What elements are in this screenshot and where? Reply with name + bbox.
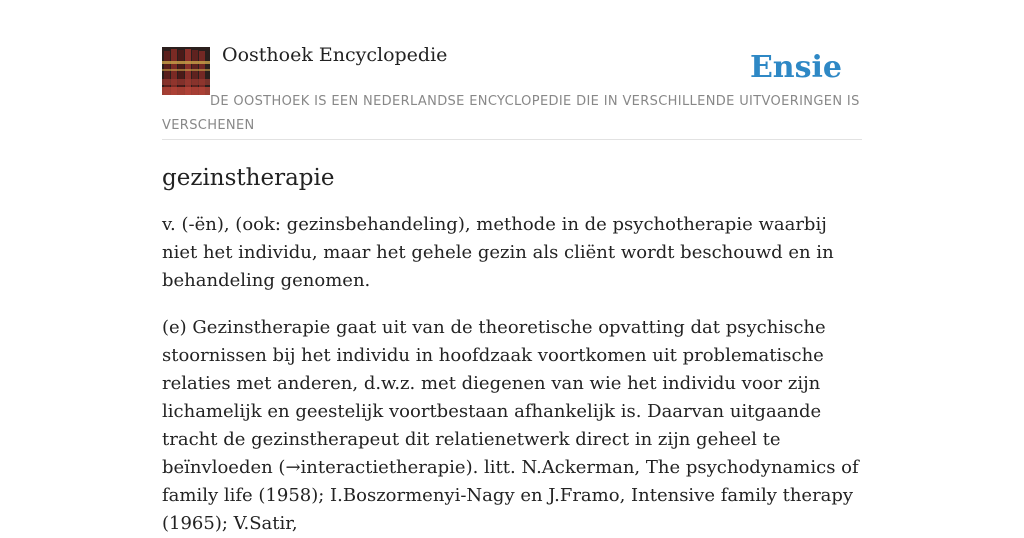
brand-logo-link[interactable]: Ensie: [749, 50, 842, 85]
site-header: [162, 0, 862, 140]
explanation-paragraph: (e) Gezinstherapie gaat uit van de theoretische opvatting dat psychische stoornissen bij het individu in hoofdzaak voortkomen uit problematische relaties met anderen, d.w.z. met diegenen van wie het individu voor zijn lichamelijk en geestelijk voortbestaan afhankelijk is. Daarvan uitgaande tracht de gezinstherapeut dit relatienetwerk direct in zijn geheel te beïnvloeden (→interactietherapie). litt. N.Ackerman, The psychodynamics of family life (1958); I.Boszormenyi-Nagy en J.Framo, Intensive family therapy (1965); V.Satir,: [162, 317, 859, 534]
avatar[interactable]: [162, 47, 210, 95]
site-name-link[interactable]: Oosthoek Encyclopedie: [222, 44, 448, 66]
site-tagline: DE OOSTHOEK IS EEN NEDERLANDSE ENCYCLOPEDIE DIE IN VERSCHILLENDE UITVOERINGEN IS VERSCHENEN: [162, 94, 860, 133]
content-container: [162, 0, 862, 538]
definition-paragraph: v. (-ën), (ook: gezinsbehandeling), methode in de psychotherapie waarbij niet het individu, maar het gehele gezin als cliënt wordt beschouwd en in behandeling genomen.: [162, 214, 834, 291]
page-title: gezinstherapie: [162, 165, 335, 191]
book-spines-icon: [162, 47, 210, 95]
